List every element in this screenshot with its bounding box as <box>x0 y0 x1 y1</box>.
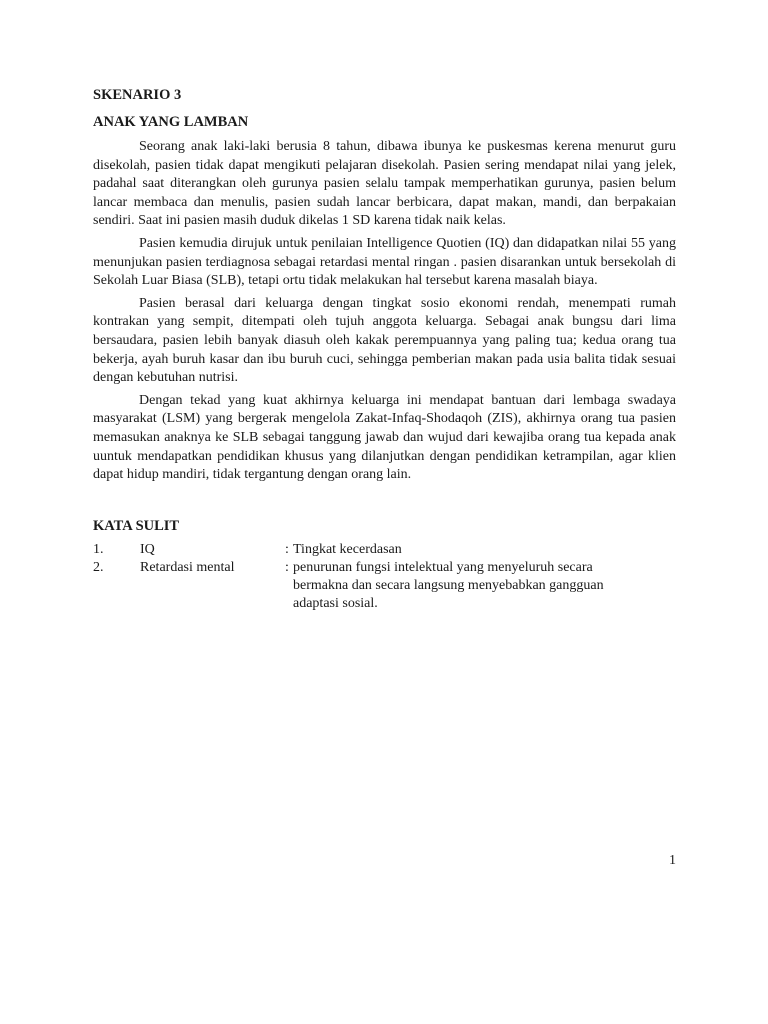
term-row <box>93 541 676 559</box>
paragraph-1: Seorang anak laki-laki berusia 8 tahun, dibawa ibunya ke puskesmas kerena menurut guru disekolah, pasien tidak dapat mengikuti pelajaran disekolah. Pasien sering mendapat nilai yang jelek, padahal saat diterangkan oleh gurunya pasien selalu tampak memperhatikan gurunya, pasien belum lancar membaca dan menulis, pasien sudah lancar berbicara, dapat makan, mandi, dan berpakaian sendiri. Saat ini pasien masih duduk dikelas 1 SD karena tidak naik kelas. <box>93 139 676 229</box>
document-page <box>93 86 676 613</box>
term-colon: : <box>285 541 289 557</box>
document-subtitle: ANAK YANG LAMBAN <box>93 114 249 130</box>
term-word: IQ <box>140 541 155 557</box>
term-definition: Tingkat kecerdasan <box>293 541 402 557</box>
kata-sulit-heading: KATA SULIT <box>93 517 180 534</box>
document-title: SKENARIO 3 <box>93 87 182 103</box>
paragraph-3: Pasien berasal dari keluarga dengan tingkat sosio ekonomi rendah, menempati rumah kontrakan yang sempit, ditempati oleh tujuh anggota keluarga. Sebagai anak bungsu dari lima bersaudara, pasien lebih banyak diasuh oleh kakak perempuannya yang paling tua; kedua orang tua bekerja, ayah buruh kasar dan ibu buruh cuci, sehingga pemberian makan pada usia balita tidak sesuai dengan kebutuhan nutrisi. <box>93 295 676 386</box>
paragraph-4: Dengan tekad yang kuat akhirnya keluarga ini mendapat bantuan dari lembaga swadaya masyarakat (LSM) yang bergerak mengelola Zakat-Infaq-Shodaqoh (ZIS), akhirnya orang tua pasien memasukan anaknya ke SLB sebagai tanggung jawab dan wujud dari kewajiba orang tua kepada anak uuntuk mendapatkan pendidikan khusus yang dilanjutkan dengan pendidikan ketrampilan, agar klien dapat hidup mandiri, tidak tergantung dengan orang lain. <box>93 392 676 483</box>
paragraph-2: Pasien kemudia dirujuk untuk penilaian Intelligence Quotien (IQ) dan didapatkan nilai 55 yang menunjukan pasien terdiagnosa sebagai retardasi mental ringan . pasien disarankan untuk bersekolah di Sekolah Luar Biasa (SLB), tetapi ortu tidak melakukan hal tersebut karena masalah biaya. <box>93 235 676 289</box>
term-definition: penurunan fungsi intelektual yang menyeluruh secara bermakna dan secara langsung menyebabkan gangguan adaptasi sosial. <box>293 559 604 611</box>
term-row <box>93 559 676 613</box>
term-number: 2. <box>93 559 104 575</box>
term-colon: : <box>285 559 289 575</box>
page-number: 1 <box>669 853 676 868</box>
term-number: 1. <box>93 541 104 557</box>
term-word: Retardasi mental <box>140 559 235 575</box>
